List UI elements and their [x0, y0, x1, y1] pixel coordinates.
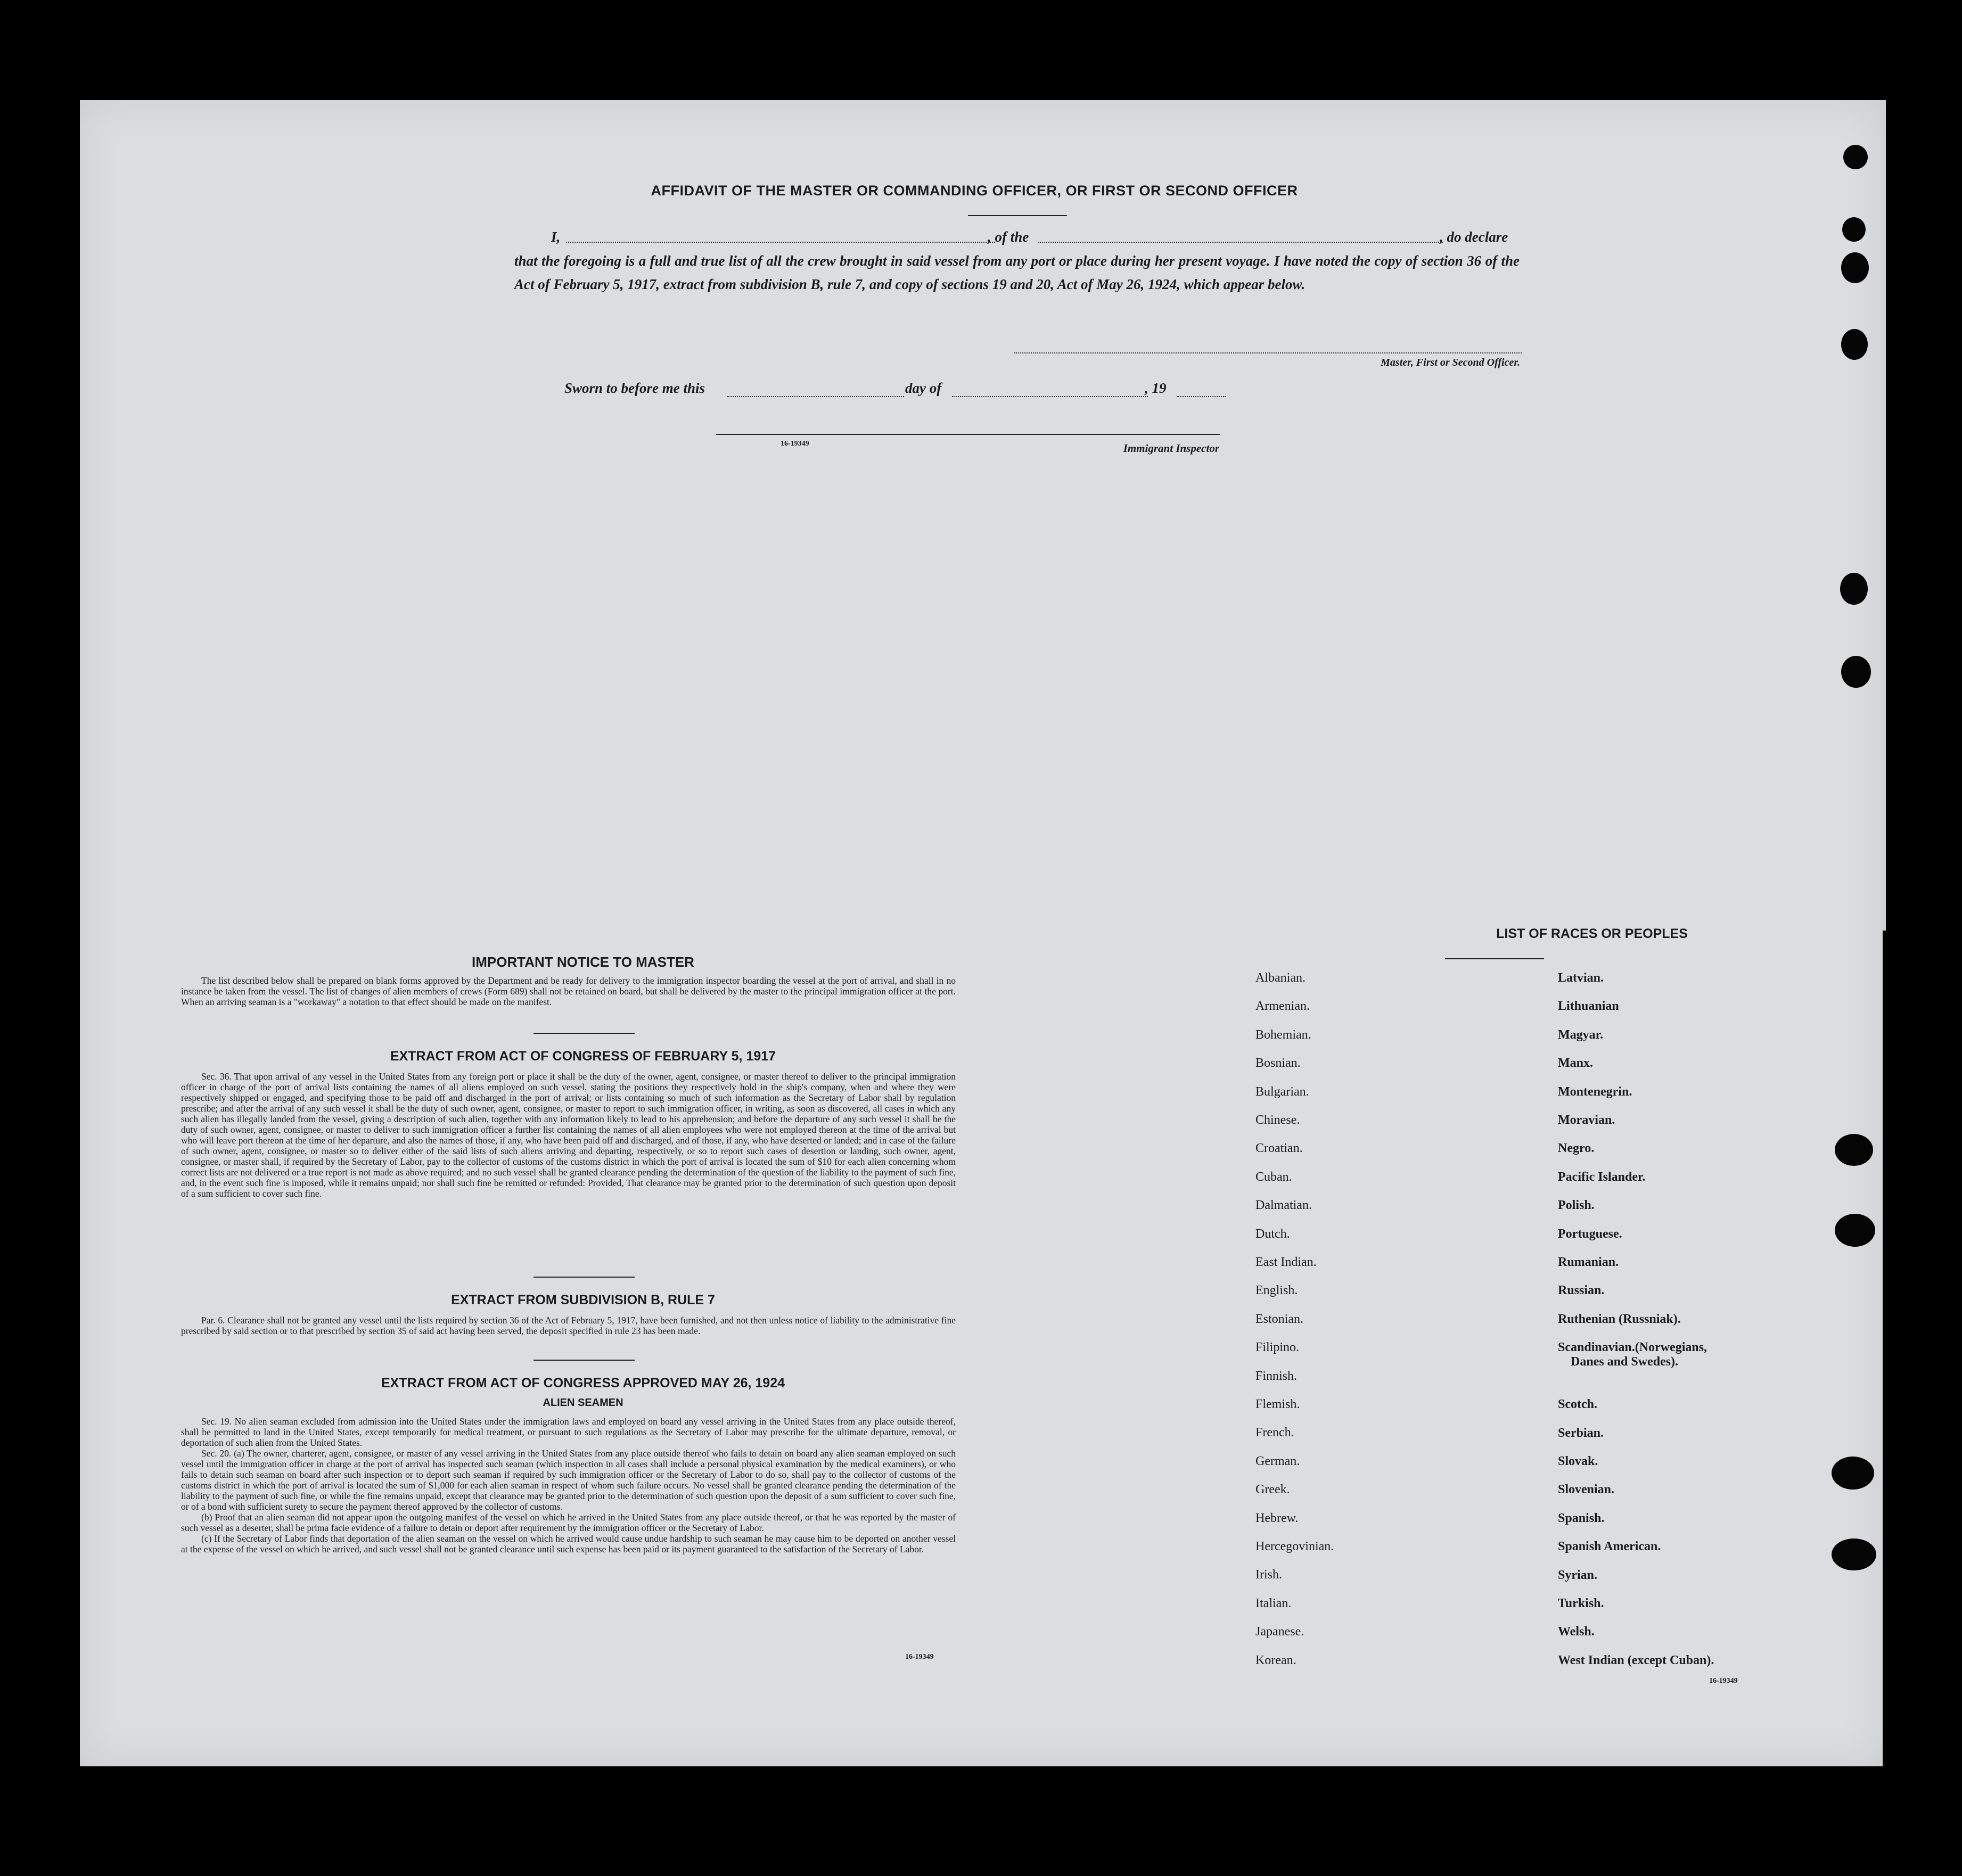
race-item: Russian.: [1558, 1283, 1605, 1298]
notice-text: The list described below shall be prepared on blank forms approved by the Department and be ready for delivery to the immigration inspector boarding the vessel at the port of arrival, and shall in no instance be taken from the vessel. The list of changes of alien members of crews (Form 689) shall not be retained on board, but shall be delivered by the master to the principal immigration officer at the port. When an arriving seaman is a "workaway" a notation to that effect should be made on the manifest.: [181, 975, 956, 1007]
race-item: Negro.: [1558, 1141, 1595, 1156]
race-item: Ruthenian (Russniak).: [1558, 1312, 1681, 1326]
sec20c-text: (c) If the Secretary of Labor finds that deportation of the alien seaman on the vessel on which he arrived would cause undue hardship to such seaman he may cause him to be deported on another vessel at the expense of the vessel on which he arrived, and such vessel shall not be granted clearance until such expense has been paid or its payment guaranteed to the satisfaction of the Secretary of Labor.: [181, 1533, 956, 1554]
race-item: Croatian.: [1255, 1141, 1303, 1156]
binder-hole: [1841, 252, 1869, 283]
race-item: Serbian.: [1558, 1426, 1604, 1440]
year-label: , 19: [1145, 380, 1167, 396]
declarant-name-field[interactable]: [566, 242, 995, 243]
binder-hole: [1842, 217, 1866, 242]
race-item: Hebrew.: [1255, 1511, 1299, 1525]
race-item: Syrian.: [1558, 1568, 1598, 1582]
sworn-label: Sworn to before me this: [564, 380, 705, 396]
races-title-underline: [1445, 958, 1544, 959]
sec19-text: Sec. 19. No alien seaman excluded from admission into the United States under the immigration laws and employed on board any vessel arriving in the United States from any place outside thereof, shall be permitted to land in the United States, except temporarily for medical treatment, or pursuant to such regulations as the Secretary of Labor may prescribe for the ultimate departure, removal, or deportation of such alien from the United States.: [181, 1416, 956, 1448]
race-item: Portuguese.: [1558, 1227, 1622, 1241]
binder-hole: [1841, 329, 1868, 360]
race-item: Italian.: [1255, 1596, 1292, 1610]
race-item: East Indian.: [1255, 1255, 1317, 1269]
race-item: Filipino.: [1255, 1340, 1300, 1355]
binder-hole: [1840, 573, 1868, 605]
binder-hole: [1835, 1214, 1875, 1247]
race-item: Spanish American.: [1558, 1540, 1661, 1554]
extract-1924-text: [181, 1416, 956, 1554]
section-divider: [533, 1360, 635, 1361]
race-item: Albanian.: [1255, 971, 1306, 985]
race-item: Moravian.: [1558, 1113, 1615, 1127]
race-item: English.: [1255, 1283, 1298, 1298]
extract-1924-title: EXTRACT FROM ACT OF CONGRESS APPROVED MAY 26, 1924: [381, 1376, 785, 1390]
race-item: Chinese.: [1255, 1113, 1300, 1127]
race-item: Danes and Swedes).: [1571, 1355, 1679, 1369]
race-item: Latvian.: [1558, 971, 1604, 985]
race-item: Korean.: [1255, 1653, 1296, 1667]
binder-hole: [1835, 1134, 1873, 1166]
form-number: 16-19349: [781, 440, 809, 448]
master-signature-line[interactable]: [1014, 352, 1522, 353]
race-item: Welsh.: [1558, 1625, 1595, 1639]
race-item: Magyar.: [1558, 1027, 1604, 1042]
vessel-name-field[interactable]: [1038, 242, 1443, 243]
rule7-title: EXTRACT FROM SUBDIVISION B, RULE 7: [451, 1293, 715, 1307]
race-item: Cuban.: [1255, 1170, 1292, 1184]
sworn-day-field[interactable]: [727, 396, 904, 397]
binder-hole: [1841, 656, 1871, 688]
sworn-month-field[interactable]: [952, 396, 1148, 397]
race-item: Armenian.: [1255, 999, 1310, 1014]
race-item: Slovak.: [1558, 1454, 1598, 1468]
race-item: Rumanian.: [1558, 1255, 1619, 1269]
affidavit-title: AFFIDAVIT OF THE MASTER OR COMMANDING OFFICER, OR FIRST OR SECOND OFFICER: [651, 183, 1298, 199]
day-of-label: day of: [905, 380, 942, 396]
section-divider: [533, 1033, 635, 1034]
race-item: Japanese.: [1255, 1625, 1304, 1639]
binder-hole: [1832, 1538, 1876, 1570]
master-signature-label: Master, First or Second Officer.: [1381, 357, 1520, 368]
race-item: Irish.: [1255, 1568, 1282, 1582]
race-item: Greek.: [1255, 1483, 1290, 1497]
race-item: Estonian.: [1255, 1312, 1303, 1326]
form-number: 16-19349: [1709, 1677, 1738, 1685]
race-item: Pacific Islander.: [1558, 1170, 1646, 1184]
race-item: Flemish.: [1255, 1397, 1300, 1411]
race-item: Scotch.: [1558, 1397, 1597, 1412]
binder-hole: [1843, 145, 1868, 169]
page-edge: [1883, 100, 1886, 931]
of-the-label: , of the: [988, 229, 1029, 245]
race-item: Bulgarian.: [1255, 1084, 1309, 1099]
race-item: West Indian (except Cuban).: [1558, 1653, 1714, 1667]
declaration-text: that the foregoing is a full and true list of all the crew brought in said vessel from any port or place during her present voyage. I have noted the copy of section 36 of the Act of February 5, 1917, extract from subdivision B, rule 7, and copy of sections 19 and 20, Act of May 26, 1924, which appear below.: [514, 253, 1520, 292]
title-underline: [968, 215, 1067, 216]
races-title: LIST OF RACES OR PEOPLES: [1496, 926, 1688, 941]
sworn-year-field[interactable]: [1177, 396, 1226, 397]
race-item: Slovenian.: [1558, 1483, 1615, 1497]
race-item: French.: [1255, 1426, 1294, 1440]
race-item: Bosnian.: [1255, 1056, 1301, 1071]
inspector-signature-line[interactable]: [716, 434, 1220, 435]
race-item: Spanish.: [1558, 1511, 1605, 1525]
sec20a-text: Sec. 20. (a) The owner, charterer, agent, consignee, or master of any vessel arriving in the United States from any place outside thereof who fails to detain on board any alien seaman employed on such vessel until the immigration officer in charge at the port of arrival has inspected such seaman (which inspection in all cases shall include a personal physical examination by the medical examiners), or who fails to detain such seaman on board after such inspection or to deport such seaman if required by such immigration officer or the Secretary of Labor to do so, shall pay to the collector of customs of the customs district in which the port of arrival is located the sum of $1,000 for each alien seaman in respect of whom such failure occurs. No vessel shall be granted clearance pending the determination of the liability to the payment of such fine, or while the fine remains unpaid, except that clearance may be granted prior to the determination of such question upon the deposit of a sum sufficient to cover such fine, or of a bond with sufficient surety to secure the payment thereof approved by the collector of customs.: [181, 1448, 956, 1512]
extract-1917-title: EXTRACT FROM ACT OF CONGRESS OF FEBRUARY 5, 1917: [390, 1049, 776, 1064]
inspector-label: Immigrant Inspector: [1123, 442, 1219, 455]
race-item: German.: [1255, 1454, 1300, 1468]
alien-seamen-subtitle: ALIEN SEAMEN: [543, 1397, 623, 1409]
race-item: Dalmatian.: [1255, 1198, 1312, 1213]
race-item: Lithuanian: [1558, 999, 1619, 1014]
sec20b-text: (b) Proof that an alien seaman did not appear upon the outgoing manifest of the vessel on which he arrived in the United States from any place outside thereof, or that he was reported by the master of such vessel as a deserter, shall be prima facie evidence of a failure to detain or deport after requirement by the immigration officer or the Secretary of Labor.: [181, 1512, 956, 1533]
race-item: Finnish.: [1255, 1369, 1298, 1383]
rule7-text: Par. 6. Clearance shall not be granted any vessel until the lists required by section 36 of the Act of February 5, 1917, have been furnished, and not then unless notice of liability to the administrative fine prescribed by said section or to that prescribed by section 35 of said act having been served, the deposit specified in rule 23 has been made.: [181, 1315, 956, 1336]
race-item: Scandinavian.(Norwegians,: [1558, 1340, 1707, 1355]
race-item: Hercegovinian.: [1255, 1540, 1334, 1553]
extract-1917-text: Sec. 36. That upon arrival of any vessel in the United States from any foreign port or place it shall be the duty of the owner, agent, consignee, or master thereof to deliver to the principal immigration officer in charge of the port of arrival lists containing the names of all aliens employed on such vessel, stating the positions they respectively hold in the ship's company, when and where they were respectively shipped or engaged, and specifying those to be paid off and discharged in the port of arrival; or lists containing so much of such information as the Secretary of Labor shall by regulation prescribe; and after the arrival of any such vessel it shall be the duty of such owner, agent, consignee, or master to report to such immigration officer, in writing, as soon as discovered, all cases in which any such alien has illegally landed from the vessel, giving a description of such alien, together with any information likely to lead to his apprehension; and before the departure of any such vessel it shall be the duty of such owner, agent, consignee, or master to deliver to such immigration officer a further list containing the names of all alien employees who were not employed thereon at the time of the arrival but who will leave port thereon at the time of her departure, and also the names of those, if any, who have been paid off and discharged, and of those, if any, who have deserted or landed; and in case of the failure of such owner, agent, consignee, or master so to deliver either of the said lists of such aliens arriving and departing, respectively, or so to report such cases of desertion or landing, such owner, agent, consignee, or master shall, if required by the Secretary of Labor, pay to the collector of customs of the customs district in which the port of arrival is located the sum of $10 for each alien concerning whom correct lists are not delivered or a true report is not made as above required; and no such vessel shall be granted clearance pending the determination of the question of the liability to the payment of such fine, and, in the event such fine is imposed, while it remains unpaid; nor shall such fine be remitted or refunded: Provided, That clearance may be granted prior to the determination of such question upon deposit of a sum sufficient to cover such fine.: [181, 1071, 956, 1199]
notice-title: IMPORTANT NOTICE TO MASTER: [472, 954, 694, 970]
race-item: Dutch.: [1255, 1227, 1290, 1241]
race-item: Montenegrin.: [1558, 1084, 1632, 1099]
race-item: Polish.: [1558, 1198, 1595, 1213]
race-item: Turkish.: [1558, 1597, 1604, 1610]
declarant-prefix: I,: [551, 229, 561, 245]
declare-label: , do declare: [1440, 229, 1508, 245]
race-item: Manx.: [1558, 1056, 1593, 1071]
binder-hole: [1832, 1457, 1874, 1490]
form-number: 16-19349: [905, 1653, 934, 1661]
section-divider: [533, 1277, 635, 1278]
race-item: Bohemian.: [1255, 1027, 1311, 1042]
